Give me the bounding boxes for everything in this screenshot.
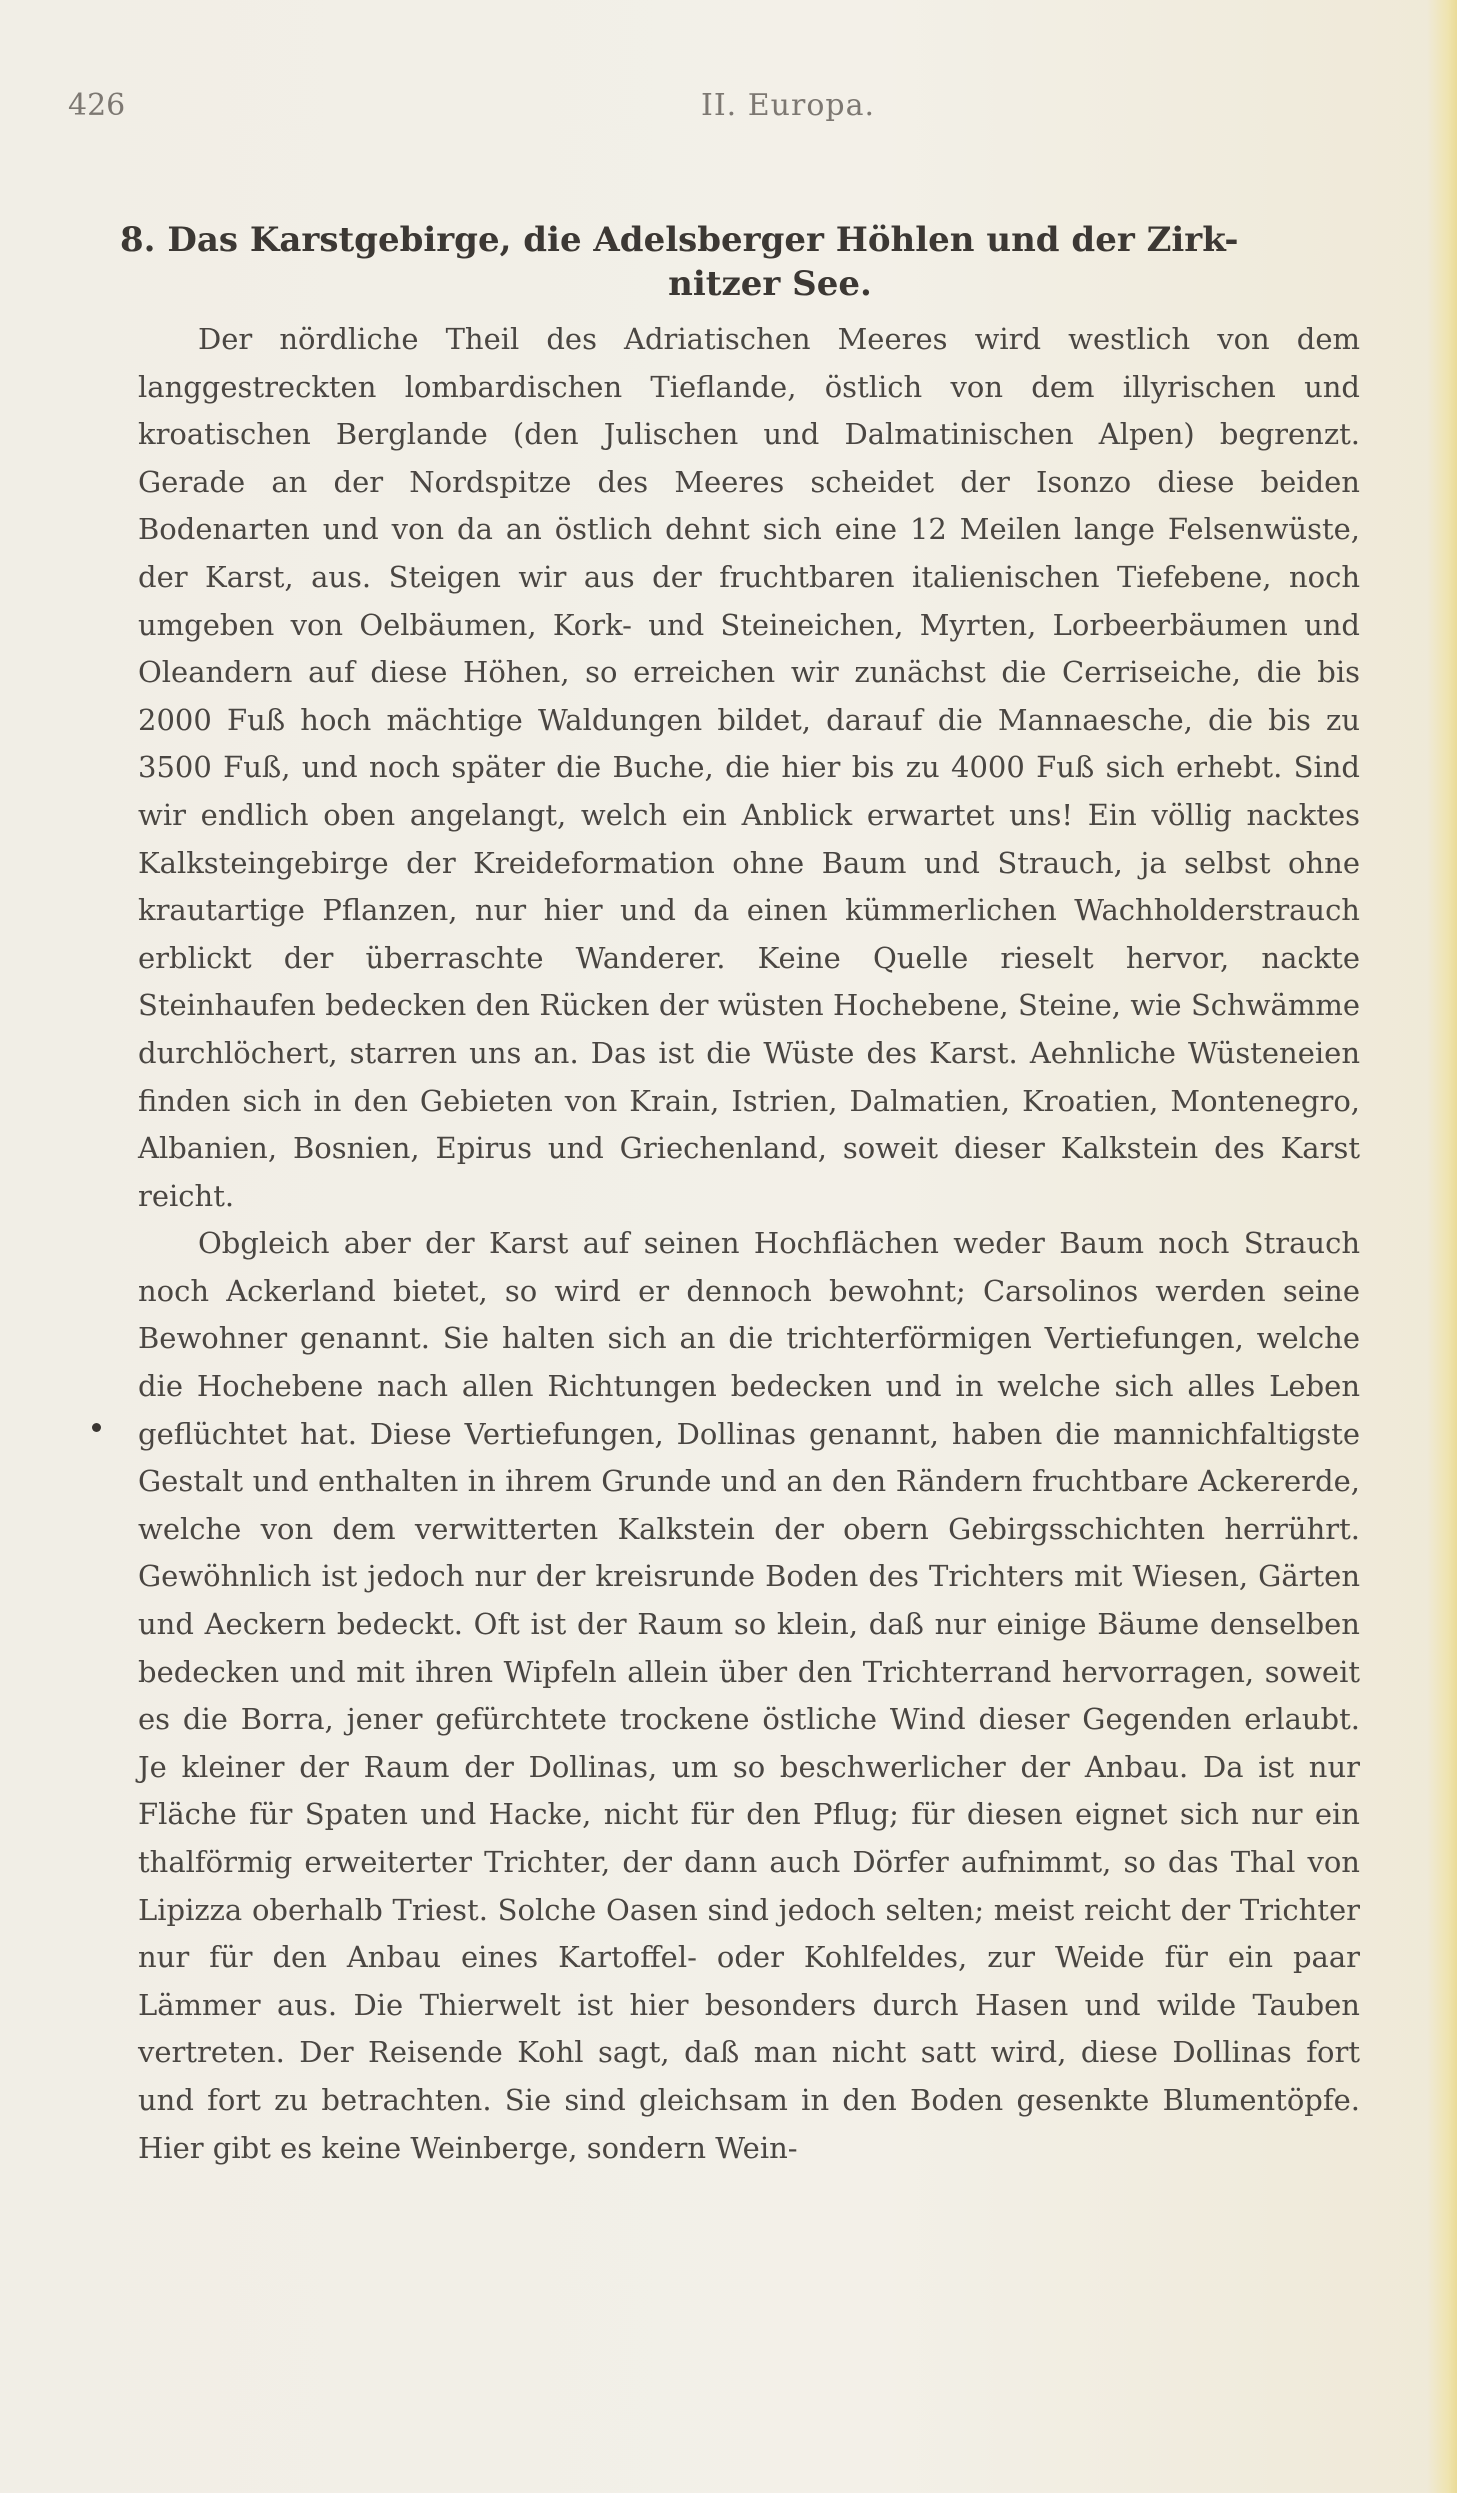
paragraph-1: Der nördliche Theil des Adriatischen Meeres wird westlich von dem langgestreckten lombardischen Tieflande, östlich von dem illyrischen und kroatischen Berglande (den Julischen und Dalmatinischen Alpen) begrenzt. Gerade an der Nordspitze des Meeres scheidet der Isonzo diese beiden Bodenarten und von da an östlich dehnt sich eine 12 Meilen lange Felsenwüste, der Karst, aus. Steigen wir aus der fruchtbaren italienischen Tiefebene, noch umgeben von Oelbäumen, Kork- und Steineichen, Myrten, Lorbeerbäumen und Oleandern auf diese Höhen, so erreichen wir zunächst die Cerriseiche, die bis 2000 Fuß hoch mächtige Waldungen bildet, darauf die Mannaesche, die bis zu 3500 Fuß, und noch später die Buche, die hier bis zu 4000 Fuß sich erhebt. Sind wir endlich oben angelangt, welch ein Anblick erwartet uns! Ein völlig nacktes Kalksteingebirge der Kreideformation ohne Baum und Strauch, ja selbst ohne krautartige Pflanzen, nur hier und da einen kümmerlichen Wachholderstrauch erblickt der überraschte Wanderer. Keine Quelle rieselt hervor, nackte Steinhaufen bedecken den Rücken der wüsten Hochebene, Steine, wie Schwämme durchlöchert, starren uns an. Das ist die Wüste des Karst. Aehnliche Wüsteneien finden sich in den Gebieten von Krain, Istrien, Dalmatien, Kroatien, Montenegro, Albanien, Bosnien, Epirus und Griechenland, soweit dieser Kalkstein des Karst reicht. — [138, 322, 1360, 1213]
body-text — [138, 316, 1360, 2172]
running-title: II. Europa. — [700, 88, 876, 123]
page-edge-shading — [1427, 0, 1457, 2493]
section-number: 8. — [120, 220, 156, 260]
running-head — [0, 88, 1457, 128]
section-title-line2: nitzer See. — [668, 264, 872, 304]
page-number: 426 — [68, 88, 126, 123]
paragraph-2: Obgleich aber der Karst auf seinen Hochflächen weder Baum noch Strauch noch Ackerland bietet, so wird er dennoch bewohnt; Carsolinos werden seine Bewohner genannt. Sie halten sich an die trichterförmigen Vertiefungen, welche die Hochebene nach allen Richtungen bedecken und in welche sich alles Leben geflüchtet hat. Diese Vertiefungen, Dollinas genannt, haben die mannichfaltigste Gestalt und enthalten in ihrem Grunde und an den Rändern fruchtbare Ackererde, welche von dem verwitterten Kalkstein der obern Gebirgsschichten herrührt. Gewöhnlich ist jedoch nur der kreisrunde Boden des Trichters mit Wiesen, Gärten und Aeckern bedeckt. Oft ist der Raum so klein, daß nur einige Bäume denselben bedecken und mit ihren Wipfeln allein über den Trichterrand hervorragen, soweit es die Borra, jener gefürchtete trockene östliche Wind dieser Gegenden erlaubt. Je kleiner der Raum der Dollinas, um so beschwerlicher der Anbau. Da ist nur Fläche für Spaten und Hacke, nicht für den Pflug; für diesen eignet sich nur ein thalförmig erweiterter Trichter, der dann auch Dörfer aufnimmt, so das Thal von Lipizza oberhalb Triest. Solche Oasen sind jedoch selten; meist reicht der Trichter nur für den Anbau eines Kartoffel- oder Kohlfeldes, zur Weide für ein paar Lämmer aus. Die Thierwelt ist hier besonders durch Hasen und wilde Tauben vertreten. Der Reisende Kohl sagt, daß man nicht satt wird, diese Dollinas fort und fort zu betrachten. Sie sind gleichsam in den Boden gesenkte Blumentöpfe. Hier gibt es keine Weinberge, sondern Wein- — [138, 1226, 1360, 2165]
margin-mark — [92, 1423, 101, 1432]
section-title-line1: Das Karstgebirge, die Adelsberger Höhlen und der Zirk- — [167, 220, 1239, 260]
section-heading — [120, 218, 1340, 306]
